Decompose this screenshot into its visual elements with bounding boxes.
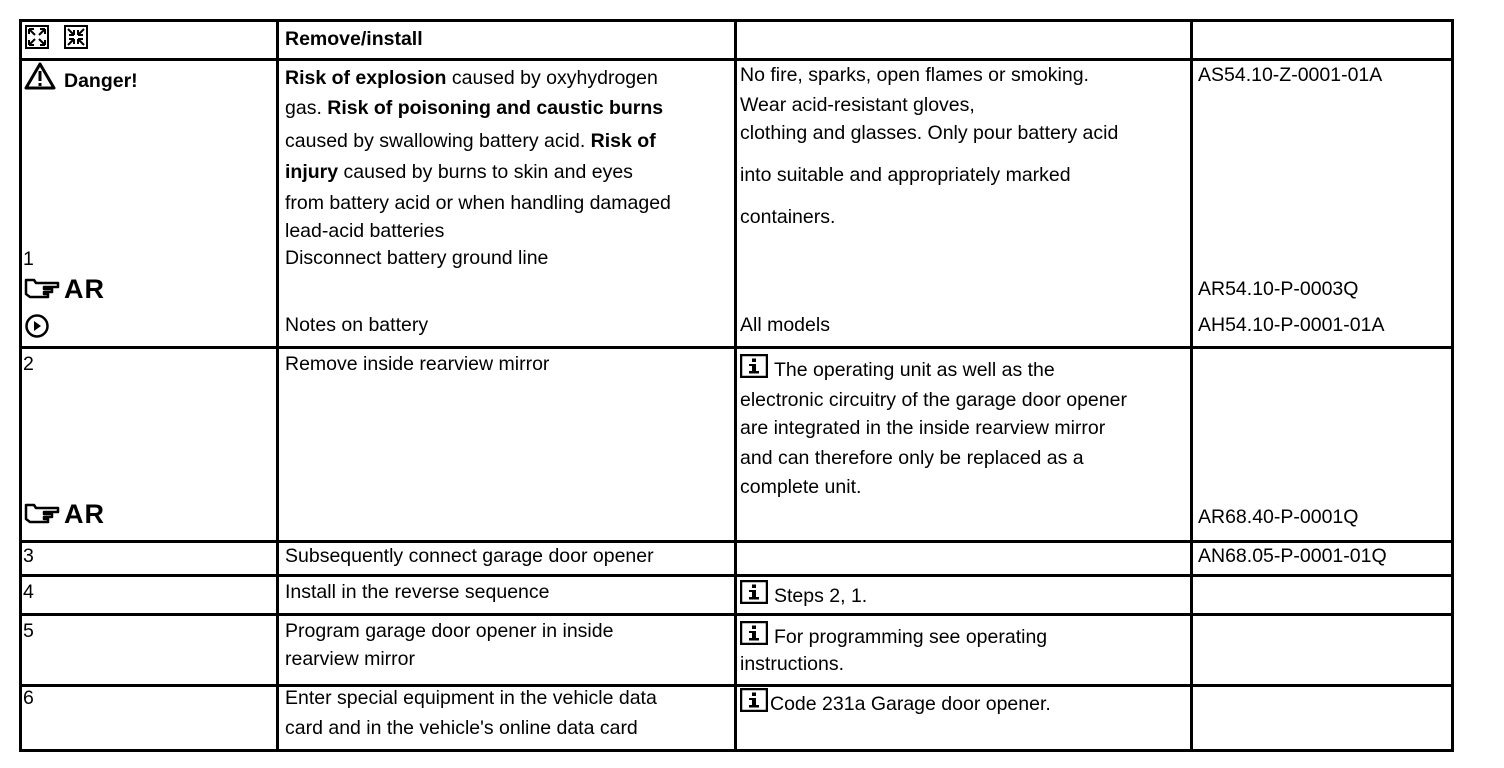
info-text: electronic circuitry of the garage door opener <box>740 389 1127 411</box>
step-number: 5 <box>23 620 34 642</box>
step-action: Install in the reverse sequence <box>285 581 550 603</box>
info-icon <box>740 580 768 604</box>
notes-reference-link[interactable]: AH54.10-P-0001-01A <box>1198 314 1385 336</box>
pointing-hand-icon <box>24 501 62 525</box>
notes-models: All models <box>740 314 830 336</box>
step-number: 4 <box>23 581 34 603</box>
column-divider <box>1190 19 1193 752</box>
info-text: and can therefore only be replaced as a <box>740 447 1084 469</box>
info-note <box>740 580 867 610</box>
info-note <box>740 354 1055 384</box>
step-action: Remove inside rearview mirror <box>285 353 550 375</box>
hazard-line <box>285 127 656 155</box>
hazard-line <box>285 94 663 122</box>
collapse-icon[interactable] <box>64 25 88 49</box>
precaution-line: clothing and glasses. Only pour battery acid <box>740 122 1119 144</box>
hazard-text: caused by oxyhydrogen <box>446 67 658 89</box>
info-icon <box>740 354 768 378</box>
info-text: The operating unit as well as the <box>774 359 1055 381</box>
step-number: 1 <box>23 248 34 270</box>
hazard-text: gas. <box>285 97 328 119</box>
step-number: 6 <box>23 687 34 709</box>
info-text: instructions. <box>740 653 845 675</box>
hazard-emphasis: Risk of explosion <box>285 67 447 89</box>
precaution-line: into suitable and appropriately marked <box>740 164 1071 186</box>
info-note <box>740 688 1051 718</box>
step-action: Enter special equipment in the vehicle data <box>285 687 657 709</box>
notes-battery-icon <box>24 313 50 339</box>
column-divider <box>734 19 737 752</box>
step-action: Program garage door opener in inside <box>285 620 614 642</box>
step-action: Disconnect battery ground line <box>285 247 549 269</box>
hazard-emphasis: Risk of <box>590 130 656 152</box>
hazard-text: caused by burns to skin and eyes <box>338 161 633 183</box>
column-divider <box>276 19 279 752</box>
pointing-hand-icon <box>24 276 62 300</box>
hazard-line <box>285 64 658 92</box>
precaution-line: Wear acid-resistant gloves, <box>740 94 975 116</box>
page-title: Remove/install <box>285 28 423 50</box>
hazard-line <box>285 158 633 186</box>
hazard-emphasis: Risk of poisoning and caustic burns <box>327 97 664 119</box>
reference-link[interactable]: AN68.05-P-0001-01Q <box>1198 545 1387 567</box>
step-number: 3 <box>23 545 34 567</box>
hazard-line: lead-acid batteries <box>285 220 445 242</box>
work-step-ar-label: AR <box>64 499 105 529</box>
step-number: 2 <box>23 353 34 375</box>
info-icon <box>740 621 768 645</box>
info-text: complete unit. <box>740 476 862 498</box>
danger-label: Danger! <box>64 70 138 92</box>
hazard-line: from battery acid or when handling damaged <box>285 192 671 214</box>
info-text: Code 231a Garage door opener. <box>770 693 1051 715</box>
table-border-left <box>19 19 22 752</box>
warning-triangle-icon <box>24 62 56 90</box>
info-text: Steps 2, 1. <box>774 585 868 607</box>
hazard-emphasis: injury <box>285 161 339 183</box>
step-action: card and in the vehicle's online data card <box>285 717 638 739</box>
info-text: are integrated in the inside rearview mirror <box>740 417 1106 439</box>
hazard-text: caused by swallowing battery acid. <box>285 130 591 152</box>
procedure-table <box>19 19 1454 752</box>
expand-icon[interactable] <box>25 25 49 49</box>
precaution-line: No fire, sparks, open flames or smoking. <box>740 64 1089 86</box>
work-step-reference-link[interactable]: AR68.40-P-0001Q <box>1198 506 1359 528</box>
work-step-ar-label: AR <box>64 274 105 304</box>
step-action: Subsequently connect garage door opener <box>285 545 654 567</box>
info-icon <box>740 688 768 712</box>
info-text: For programming see operating <box>774 626 1048 648</box>
info-note <box>740 621 1047 651</box>
notes-action: Notes on battery <box>285 314 429 336</box>
precaution-line: containers. <box>740 206 836 228</box>
safety-reference-link[interactable]: AS54.10-Z-0001-01A <box>1198 64 1383 86</box>
step-action: rearview mirror <box>285 648 416 670</box>
work-step-reference-link[interactable]: AR54.10-P-0003Q <box>1198 278 1359 300</box>
table-border-right <box>1451 19 1454 752</box>
